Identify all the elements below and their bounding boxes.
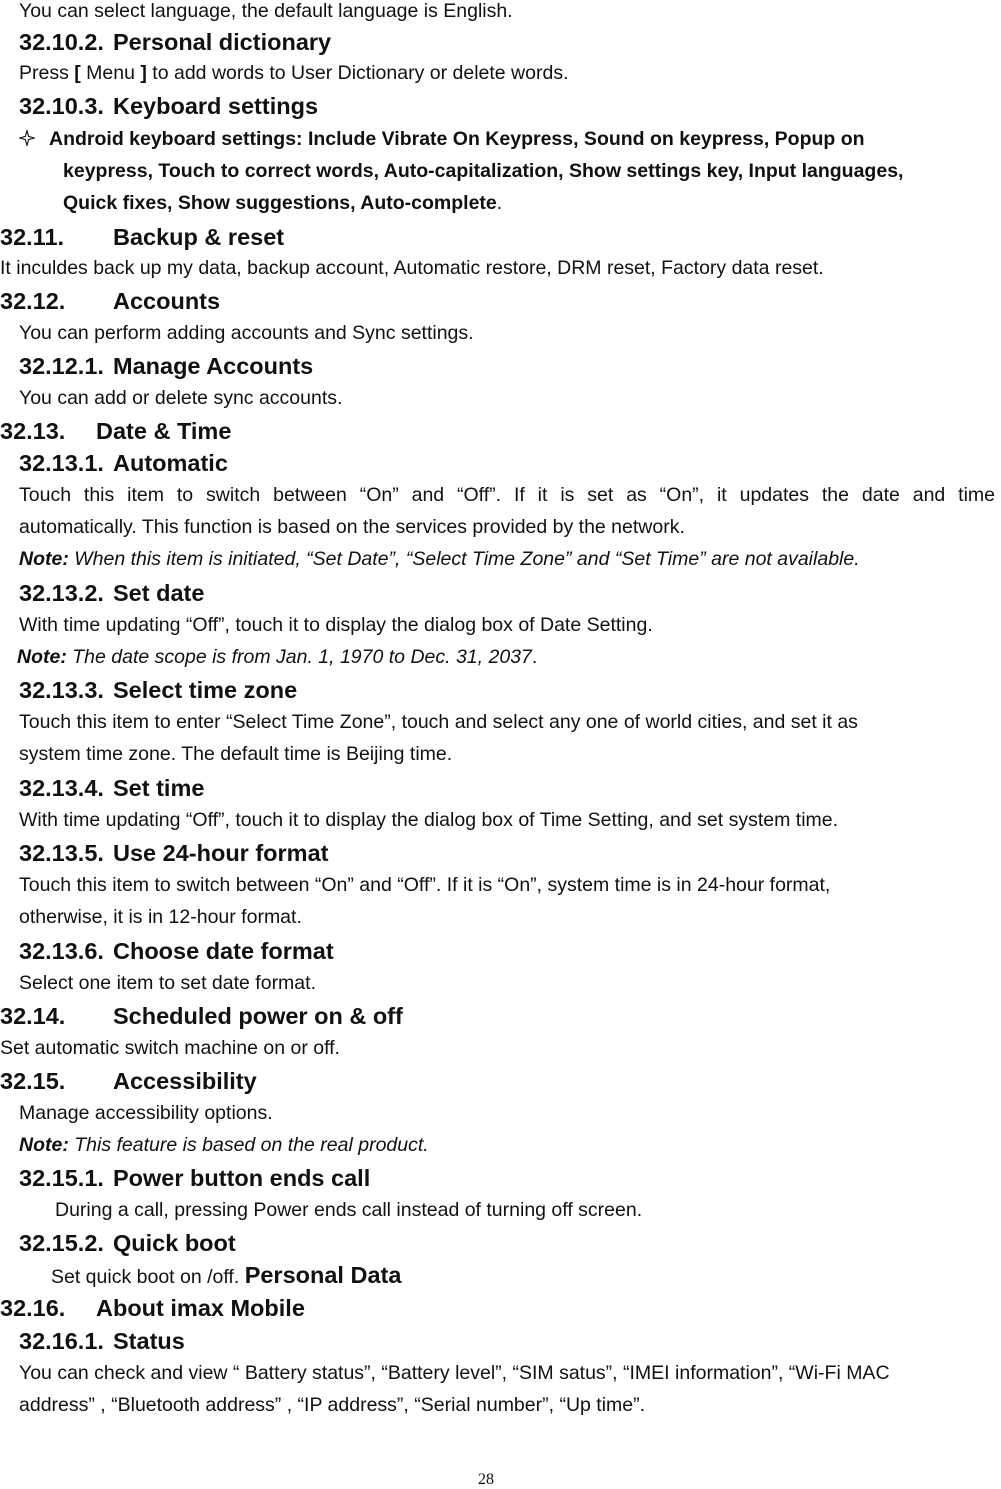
heading-number: 32.13.2.: [19, 580, 104, 606]
heading-number: 32.14.: [0, 1003, 66, 1029]
text-run: ]: [140, 62, 147, 84]
body-text: With time updating “Off”, touch it to display the dialog box of Time Setting, and set system time.: [19, 809, 839, 831]
heading-title: Date & Time: [96, 418, 232, 444]
note-text: The date scope is from Jan. 1, 1970 to Dec. 31, 2037: [66, 646, 532, 668]
heading-title: Set time: [113, 775, 205, 801]
bullet-item: [19, 128, 865, 151]
body-text: otherwise, it is in 12-hour format.: [19, 906, 302, 928]
heading-title: Power button ends call: [113, 1165, 371, 1191]
heading-32-12-1: [19, 353, 313, 380]
heading-number: 32.13.6.: [19, 938, 104, 964]
note: [19, 1134, 429, 1157]
heading-32-13: [0, 418, 231, 445]
body-text: Set automatic switch machine on or off.: [0, 1037, 340, 1059]
heading-title: Set date: [113, 580, 205, 606]
note-text: This feature is based on the real product.: [68, 1134, 429, 1156]
note: [17, 646, 537, 669]
body-text: address” , “Bluetooth address” , “IP address”, “Serial number”, “Up time”.: [19, 1394, 646, 1416]
text-run: Menu: [80, 62, 141, 84]
body-text: Touch this item to switch between “On” and “Off”. If it is set as “On”, it updates the date and time: [19, 484, 995, 506]
heading-title: Status: [113, 1328, 185, 1354]
body-text: It inculdes back up my data, backup account, Automatic restore, DRM reset, Factory data reset.: [0, 257, 824, 279]
heading-32-12: [0, 288, 220, 315]
body-text: Touch this item to switch between “On” and “Off”. If it is “On”, system time is in 24-hour format,: [19, 874, 831, 896]
heading-32-11: [0, 224, 284, 251]
heading-32-10-3: [19, 93, 318, 120]
bullet-text-cont: [63, 192, 502, 215]
heading-title: Accessibility: [113, 1068, 257, 1094]
heading-32-14: [0, 1003, 403, 1030]
heading-32-10-2: [19, 29, 331, 56]
note-text: When this item is initiated, “Set Date”, “Select Time Zone” and “Set Time” are not available.: [68, 548, 860, 570]
note: [19, 548, 860, 571]
heading-number: 32.13.4.: [19, 775, 104, 801]
heading-number: 32.15.: [0, 1068, 66, 1094]
body-text: automatically. This function is based on the services provided by the network.: [19, 516, 685, 538]
body-text: [19, 62, 569, 85]
heading-32-15-2: [19, 1230, 236, 1257]
heading-32-13-4: [19, 775, 204, 802]
note-label: Note:: [17, 646, 67, 668]
body-text: You can perform adding accounts and Sync settings.: [19, 322, 474, 344]
heading-number: 32.11.: [0, 224, 65, 250]
body-text: [51, 1262, 401, 1289]
heading-number: 32.13.1.: [19, 450, 104, 476]
heading-32-16-1: [19, 1328, 185, 1355]
heading-title: Backup & reset: [113, 224, 285, 250]
body-text: During a call, pressing Power ends call instead of turning off screen.: [55, 1199, 643, 1221]
heading-number: 32.10.2.: [19, 29, 104, 55]
text-run: .: [496, 192, 503, 214]
heading-number: 32.13.5.: [19, 840, 104, 866]
bullet-text: Android keyboard settings: Include Vibrate On Keypress, Sound on keypress, Popup on: [49, 128, 865, 150]
body-text: Manage accessibility options.: [19, 1102, 273, 1124]
heading-number: 32.15.2.: [19, 1230, 104, 1256]
heading-32-13-1: [19, 450, 228, 477]
text-run: Personal Data: [244, 1262, 402, 1288]
heading-32-13-5: [19, 840, 328, 867]
heading-number: 32.12.1.: [19, 353, 104, 379]
heading-32-13-2: [19, 580, 204, 607]
heading-title: About imax Mobile: [96, 1295, 305, 1321]
text-run: to add words to User Dictionary or delete words.: [146, 62, 569, 84]
page-number: 28: [478, 1471, 494, 1488]
heading-32-13-6: [19, 938, 334, 965]
heading-number: 32.16.: [0, 1295, 66, 1321]
heading-title: Manage Accounts: [113, 353, 314, 379]
heading-title: Keyboard settings: [113, 93, 319, 119]
body-text: You can check and view “ Battery status”, “Battery level”, “SIM satus”, “IMEI information”, “Wi-Fi MAC: [19, 1362, 890, 1384]
text-run: .: [531, 646, 538, 668]
bullet-text-cont: keypress, Touch to correct words, Auto-capitalization, Show settings key, Input languages,: [63, 160, 904, 182]
heading-number: 32.13.: [0, 418, 66, 444]
heading-number: 32.13.3.: [19, 677, 104, 703]
heading-number: 32.15.1.: [19, 1165, 104, 1191]
heading-number: 32.12.: [0, 288, 66, 314]
heading-title: Choose date format: [113, 938, 334, 964]
heading-number: 32.10.3.: [19, 93, 104, 119]
text-run: [: [74, 62, 81, 84]
body-text: system time zone. The default time is Beijing time.: [19, 743, 453, 765]
note-label: Note:: [19, 1134, 69, 1156]
body-text: Touch this item to enter “Select Time Zone”, touch and select any one of world cities, and set it as: [19, 711, 858, 733]
body-text: Select one item to set date format.: [19, 972, 316, 994]
heading-title: Select time zone: [113, 677, 298, 703]
body-text: You can select language, the default language is English.: [19, 0, 513, 22]
heading-title: Use 24-hour format: [113, 840, 329, 866]
heading-32-13-3: [19, 677, 297, 704]
heading-number: 32.16.1.: [19, 1328, 104, 1354]
text-run: Press: [19, 62, 75, 84]
heading-32-16: [0, 1295, 305, 1322]
heading-32-15: [0, 1068, 257, 1095]
heading-title: Scheduled power on & off: [113, 1003, 403, 1029]
note-label: Note:: [19, 548, 69, 570]
heading-title: Quick boot: [113, 1230, 236, 1256]
heading-title: Automatic: [113, 450, 228, 476]
heading-32-15-1: [19, 1165, 370, 1192]
text-run: Quick fixes, Show suggestions, Auto-complete: [63, 192, 497, 214]
text-run: Set quick boot on /off.: [51, 1266, 245, 1288]
hollow-four-point-star-icon: [19, 130, 35, 146]
body-text: With time updating “Off”, touch it to display the dialog box of Date Setting.: [19, 614, 653, 636]
heading-title: Personal dictionary: [113, 29, 332, 55]
heading-title: Accounts: [113, 288, 221, 314]
body-text: You can add or delete sync accounts.: [19, 387, 343, 409]
